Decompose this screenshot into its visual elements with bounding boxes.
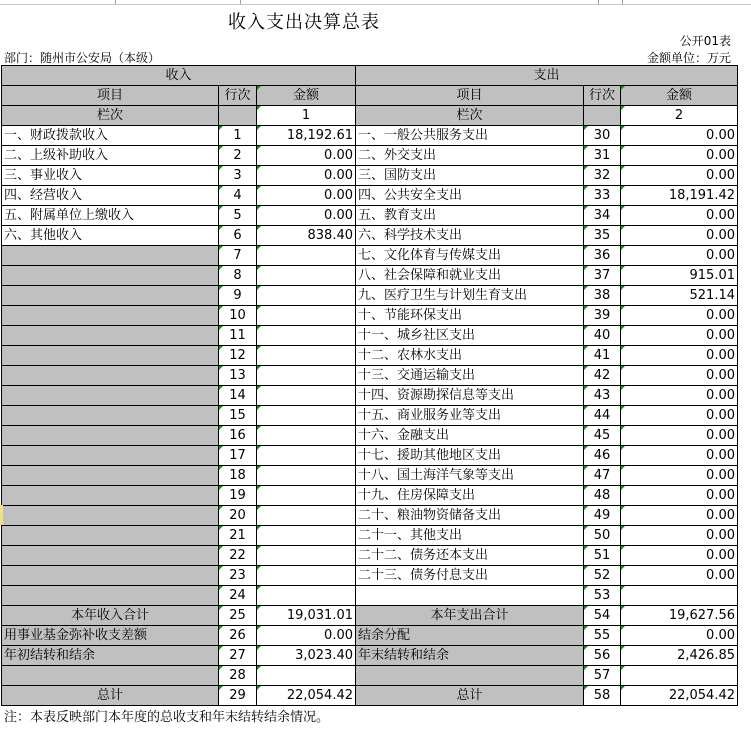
table-row — [2, 546, 738, 566]
income-item-cell[interactable] — [2, 306, 219, 326]
income-row-no-cell[interactable]: 6 — [219, 226, 257, 246]
expense-column-index[interactable]: 2 — [621, 106, 738, 126]
income-item-cell[interactable] — [2, 526, 219, 546]
table-row — [2, 586, 738, 606]
income-row-no-cell[interactable]: 17 — [219, 446, 257, 466]
expense-row-no-cell[interactable]: 46 — [584, 446, 621, 466]
income-item-header[interactable]: 项目 — [2, 86, 219, 106]
income-total-row-no[interactable]: 25 — [219, 606, 257, 626]
income-row-no-header[interactable]: 行次 — [219, 86, 257, 106]
income-amount-cell[interactable] — [257, 586, 356, 606]
expense-item-cell[interactable]: 一、一般公共服务支出 — [356, 126, 584, 146]
expense-item-cell[interactable]: 十五、商业服务业等支出 — [356, 406, 584, 426]
expense-amount-cell[interactable]: 0.00 — [621, 306, 738, 326]
expense-row-no-cell[interactable]: 47 — [584, 466, 621, 486]
expense-row-no-cell[interactable]: 41 — [584, 346, 621, 366]
expense-amount-cell[interactable]: 0.00 — [621, 166, 738, 186]
income-row-no-cell[interactable]: 19 — [219, 486, 257, 506]
income-total-row-no[interactable]: 28 — [219, 666, 257, 686]
expense-amount-cell[interactable]: 0.00 — [621, 506, 738, 526]
table-row — [2, 406, 738, 426]
expense-row-no-cell[interactable]: 50 — [584, 526, 621, 546]
income-total-label[interactable]: 年初结转和结余 — [2, 646, 219, 666]
income-total-row-no[interactable]: 26 — [219, 626, 257, 646]
income-total-label[interactable]: 总计 — [2, 686, 219, 706]
expense-total-label[interactable] — [356, 666, 584, 686]
expense-total-amount[interactable]: 22,054.42 — [621, 686, 738, 706]
table-row — [2, 166, 738, 186]
expense-row-no-cell[interactable]: 49 — [584, 506, 621, 526]
income-item-cell[interactable] — [2, 446, 219, 466]
expense-amount-cell[interactable] — [621, 586, 738, 606]
income-total-label[interactable]: 本年收入合计 — [2, 606, 219, 626]
income-amount-cell[interactable] — [257, 446, 356, 466]
income-row-no-cell[interactable]: 1 — [219, 126, 257, 146]
income-row-no-cell[interactable]: 13 — [219, 366, 257, 386]
expense-total-row-no[interactable]: 55 — [584, 626, 621, 646]
income-amount-cell[interactable] — [257, 426, 356, 446]
expense-amount-cell[interactable]: 0.00 — [621, 246, 738, 266]
income-group-header[interactable]: 收入 — [2, 66, 356, 86]
expense-amount-cell[interactable]: 0.00 — [621, 566, 738, 586]
total-row — [2, 606, 738, 626]
income-amount-cell[interactable] — [257, 286, 356, 306]
expense-amount-cell[interactable]: 521.14 — [621, 286, 738, 306]
expense-row-no-cell[interactable]: 45 — [584, 426, 621, 446]
expense-amount-cell[interactable]: 0.00 — [621, 426, 738, 446]
income-item-cell[interactable]: 三、事业收入 — [2, 166, 219, 186]
expense-amount-cell[interactable]: 0.00 — [621, 326, 738, 346]
expense-amount-cell[interactable]: 0.00 — [621, 346, 738, 366]
income-item-cell[interactable] — [2, 326, 219, 346]
income-amount-cell[interactable] — [257, 366, 356, 386]
income-item-cell[interactable]: 五、附属单位上缴收入 — [2, 206, 219, 226]
expense-amount-cell[interactable]: 0.00 — [621, 386, 738, 406]
expense-total-label[interactable]: 总计 — [356, 686, 584, 706]
income-item-cell[interactable] — [2, 386, 219, 406]
expense-amount-cell[interactable]: 0.00 — [621, 526, 738, 546]
table-row — [2, 306, 738, 326]
expense-item-cell[interactable]: 十四、资源勘探信息等支出 — [356, 386, 584, 406]
expense-row-no-cell[interactable]: 44 — [584, 406, 621, 426]
table-row — [2, 526, 738, 546]
expense-row-no-cell[interactable]: 30 — [584, 126, 621, 146]
income-total-amount[interactable]: 19,031.01 — [257, 606, 356, 626]
expense-amount-header[interactable]: 金额 — [621, 86, 738, 106]
income-amount-cell[interactable] — [257, 406, 356, 426]
income-amount-cell[interactable] — [257, 306, 356, 326]
expense-item-cell[interactable]: 十八、国土海洋气象等支出 — [356, 466, 584, 486]
expense-item-cell[interactable]: 十三、交通运输支出 — [356, 366, 584, 386]
expense-item-cell[interactable]: 十六、金融支出 — [356, 426, 584, 446]
income-amount-cell[interactable] — [257, 486, 356, 506]
expense-item-cell[interactable]: 四、公共安全支出 — [356, 186, 584, 206]
income-amount-cell[interactable] — [257, 326, 356, 346]
expense-row-no-cell[interactable]: 43 — [584, 386, 621, 406]
expense-row-no-cell[interactable]: 42 — [584, 366, 621, 386]
expense-item-cell[interactable]: 十七、援助其他地区支出 — [356, 446, 584, 466]
expense-item-cell[interactable]: 二、外交支出 — [356, 146, 584, 166]
table-row — [2, 126, 738, 146]
expense-item-cell[interactable]: 二十三、债务付息支出 — [356, 566, 584, 586]
expense-item-cell[interactable]: 十一、城乡社区支出 — [356, 326, 584, 346]
income-row-no-cell[interactable]: 10 — [219, 306, 257, 326]
income-amount-cell[interactable]: 0.00 — [257, 206, 356, 226]
department-label: 部门：随州市公安局（本级） — [4, 51, 161, 65]
income-total-amount[interactable] — [257, 666, 356, 686]
income-item-cell[interactable] — [2, 586, 219, 606]
income-row-no-cell[interactable]: 12 — [219, 346, 257, 366]
income-item-cell[interactable] — [2, 426, 219, 446]
income-item-cell[interactable] — [2, 546, 219, 566]
expense-item-cell[interactable]: 十二、农林水支出 — [356, 346, 584, 366]
expense-amount-cell[interactable]: 0.00 — [621, 486, 738, 506]
income-index-blank[interactable] — [219, 106, 257, 126]
expense-total-row-no[interactable]: 57 — [584, 666, 621, 686]
expense-row-no-cell[interactable]: 38 — [584, 286, 621, 306]
expense-total-amount[interactable] — [621, 666, 738, 686]
expense-row-no-cell[interactable]: 39 — [584, 306, 621, 326]
income-item-cell[interactable] — [2, 366, 219, 386]
income-total-row-no[interactable]: 27 — [219, 646, 257, 666]
income-item-cell[interactable] — [2, 506, 219, 526]
table-row — [2, 446, 738, 466]
table-footnote: 注：本表反映部门本年度的总收支和年末结转结余情况。 — [4, 710, 330, 725]
expense-amount-cell[interactable]: 915.01 — [621, 266, 738, 286]
income-item-cell[interactable] — [2, 266, 219, 286]
income-row-no-cell[interactable]: 14 — [219, 386, 257, 406]
column-header-row — [2, 86, 738, 106]
amount-unit-label: 金额单位：万元 — [646, 51, 731, 65]
expense-amount-cell[interactable]: 0.00 — [621, 466, 738, 486]
table-row — [2, 566, 738, 586]
table-row — [2, 466, 738, 486]
income-row-no-cell[interactable]: 21 — [219, 526, 257, 546]
total-row — [2, 646, 738, 666]
income-amount-cell[interactable] — [257, 506, 356, 526]
income-amount-cell[interactable]: 0.00 — [257, 146, 356, 166]
income-total-label[interactable] — [2, 666, 219, 686]
income-amount-cell[interactable] — [257, 526, 356, 546]
expense-row-no-cell[interactable]: 32 — [584, 166, 621, 186]
table-row — [2, 226, 738, 246]
expense-row-no-cell[interactable]: 53 — [584, 586, 621, 606]
row-selection-marker — [0, 505, 3, 525]
income-item-cell[interactable]: 一、财政拨款收入 — [2, 126, 219, 146]
expense-total-row-no[interactable]: 58 — [584, 686, 621, 706]
income-item-cell[interactable] — [2, 466, 219, 486]
income-row-no-cell[interactable]: 22 — [219, 546, 257, 566]
expense-amount-cell[interactable]: 18,191.42 — [621, 186, 738, 206]
expense-index-blank[interactable] — [584, 106, 621, 126]
income-total-amount[interactable]: 0.00 — [257, 626, 356, 646]
expense-item-cell[interactable]: 二十二、债务还本支出 — [356, 546, 584, 566]
expense-item-cell[interactable]: 三、国防支出 — [356, 166, 584, 186]
form-number: 公开01表 — [679, 34, 731, 48]
income-amount-cell[interactable]: 0.00 — [257, 186, 356, 206]
table-row — [2, 146, 738, 166]
expense-amount-cell[interactable]: 0.00 — [621, 406, 738, 426]
table-row — [2, 366, 738, 386]
expense-index-label[interactable]: 栏次 — [356, 106, 584, 126]
income-item-cell[interactable] — [2, 346, 219, 366]
table-row — [2, 506, 738, 526]
table-row — [2, 486, 738, 506]
income-item-cell[interactable] — [2, 246, 219, 266]
expense-total-label[interactable]: 结余分配 — [356, 626, 584, 646]
expense-item-cell[interactable] — [356, 586, 584, 606]
expense-amount-cell[interactable]: 0.00 — [621, 206, 738, 226]
income-row-no-cell[interactable]: 4 — [219, 186, 257, 206]
income-item-cell[interactable]: 二、上级补助收入 — [2, 146, 219, 166]
expense-item-cell[interactable]: 十、节能环保支出 — [356, 306, 584, 326]
table-row — [2, 426, 738, 446]
income-amount-cell[interactable]: 0.00 — [257, 166, 356, 186]
income-column-index[interactable]: 1 — [257, 106, 356, 126]
income-amount-cell[interactable] — [257, 546, 356, 566]
income-amount-cell[interactable] — [257, 466, 356, 486]
total-row — [2, 626, 738, 646]
expense-row-no-cell[interactable]: 37 — [584, 266, 621, 286]
expense-item-cell[interactable]: 六、科学技术支出 — [356, 226, 584, 246]
income-total-label[interactable]: 用事业基金弥补收支差额 — [2, 626, 219, 646]
table-row — [2, 326, 738, 346]
expense-total-label[interactable]: 年末结转和结余 — [356, 646, 584, 666]
income-row-no-cell[interactable]: 3 — [219, 166, 257, 186]
income-row-no-cell[interactable]: 7 — [219, 246, 257, 266]
income-amount-cell[interactable] — [257, 566, 356, 586]
income-expense-table — [1, 65, 738, 706]
income-amount-cell[interactable]: 838.40 — [257, 226, 356, 246]
income-row-no-cell[interactable]: 2 — [219, 146, 257, 166]
expense-total-row-no[interactable]: 56 — [584, 646, 621, 666]
expense-item-cell[interactable]: 二十一、其他支出 — [356, 526, 584, 546]
income-total-amount[interactable]: 22,054.42 — [257, 686, 356, 706]
expense-total-row-no[interactable]: 54 — [584, 606, 621, 626]
income-row-no-cell[interactable]: 24 — [219, 586, 257, 606]
income-row-no-cell[interactable]: 18 — [219, 466, 257, 486]
expense-row-no-cell[interactable]: 33 — [584, 186, 621, 206]
expense-row-no-cell[interactable]: 48 — [584, 486, 621, 506]
income-item-cell[interactable]: 四、经营收入 — [2, 186, 219, 206]
column-header-strip — [0, 0, 751, 5]
table-row — [2, 386, 738, 406]
income-total-row-no[interactable]: 29 — [219, 686, 257, 706]
table-row — [2, 266, 738, 286]
expense-row-no-header[interactable]: 行次 — [584, 86, 621, 106]
income-amount-cell[interactable]: 18,192.61 — [257, 126, 356, 146]
total-row — [2, 666, 738, 686]
report-title: 收入支出决算总表 — [228, 12, 380, 33]
expense-row-no-cell[interactable]: 31 — [584, 146, 621, 166]
expense-row-no-cell[interactable]: 35 — [584, 226, 621, 246]
expense-item-header[interactable]: 项目 — [356, 86, 584, 106]
expense-amount-cell[interactable]: 0.00 — [621, 146, 738, 166]
income-index-label[interactable]: 栏次 — [2, 106, 219, 126]
income-amount-cell[interactable] — [257, 246, 356, 266]
income-row-no-cell[interactable]: 15 — [219, 406, 257, 426]
income-row-no-cell[interactable]: 23 — [219, 566, 257, 586]
income-row-no-cell[interactable]: 16 — [219, 426, 257, 446]
income-item-cell[interactable] — [2, 406, 219, 426]
income-item-cell[interactable] — [2, 486, 219, 506]
expense-total-amount[interactable]: 0.00 — [621, 626, 738, 646]
expense-item-cell[interactable]: 五、教育支出 — [356, 206, 584, 226]
expense-item-cell[interactable]: 七、文化体育与传媒支出 — [356, 246, 584, 266]
expense-item-cell[interactable]: 八、社会保障和就业支出 — [356, 266, 584, 286]
expense-item-cell[interactable]: 十九、住房保障支出 — [356, 486, 584, 506]
income-total-amount[interactable]: 3,023.40 — [257, 646, 356, 666]
expense-row-no-cell[interactable]: 40 — [584, 326, 621, 346]
expense-amount-cell[interactable]: 0.00 — [621, 446, 738, 466]
expense-row-no-cell[interactable]: 36 — [584, 246, 621, 266]
table-row — [2, 286, 738, 306]
expense-amount-cell[interactable]: 0.00 — [621, 226, 738, 246]
expense-amount-cell[interactable]: 0.00 — [621, 366, 738, 386]
income-row-no-cell[interactable]: 20 — [219, 506, 257, 526]
table-row — [2, 246, 738, 266]
column-index-row — [2, 106, 738, 126]
table-row — [2, 346, 738, 366]
income-amount-header[interactable]: 金额 — [257, 86, 356, 106]
income-row-no-cell[interactable]: 11 — [219, 326, 257, 346]
income-row-no-cell[interactable]: 5 — [219, 206, 257, 226]
group-header-row — [2, 66, 738, 86]
income-amount-cell[interactable] — [257, 346, 356, 366]
income-item-cell[interactable] — [2, 566, 219, 586]
expense-total-label[interactable]: 本年支出合计 — [356, 606, 584, 626]
expense-total-amount[interactable]: 2,426.85 — [621, 646, 738, 666]
income-item-cell[interactable]: 六、其他收入 — [2, 226, 219, 246]
expense-item-cell[interactable]: 二十、粮油物资储备支出 — [356, 506, 584, 526]
income-item-cell[interactable] — [2, 286, 219, 306]
expense-item-cell[interactable]: 九、医疗卫生与计划生育支出 — [356, 286, 584, 306]
income-amount-cell[interactable] — [257, 266, 356, 286]
expense-amount-cell[interactable]: 0.00 — [621, 546, 738, 566]
income-amount-cell[interactable] — [257, 386, 356, 406]
expense-total-amount[interactable]: 19,627.56 — [621, 606, 738, 626]
expense-row-no-cell[interactable]: 51 — [584, 546, 621, 566]
total-row — [2, 686, 738, 706]
table-row — [2, 206, 738, 226]
income-row-no-cell[interactable]: 8 — [219, 266, 257, 286]
expense-amount-cell[interactable]: 0.00 — [621, 126, 738, 146]
income-row-no-cell[interactable]: 9 — [219, 286, 257, 306]
table-row — [2, 186, 738, 206]
expense-row-no-cell[interactable]: 34 — [584, 206, 621, 226]
expense-group-header[interactable]: 支出 — [356, 66, 738, 86]
expense-row-no-cell[interactable]: 52 — [584, 566, 621, 586]
